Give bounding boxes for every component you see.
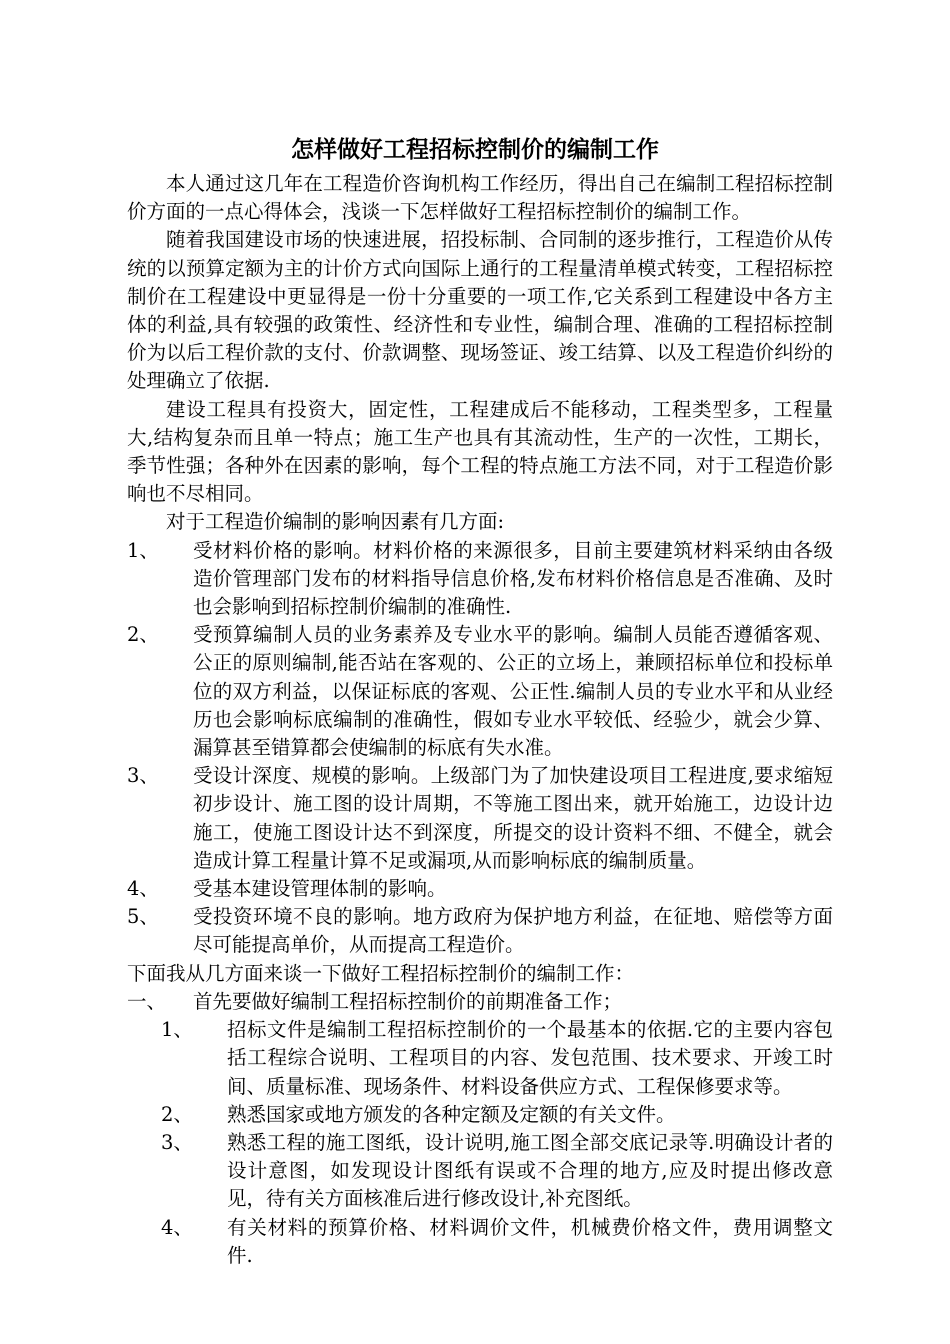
list-item	[127, 875, 833, 903]
list-text: 熟悉国家或地方颁发的各种定额及定额的有关文件。	[227, 1102, 676, 1126]
list-text: 招标文件是编制工程招标控制价的一个最基本的依据.它的主要内容包括工程综合说明、工程项目的内容、发包范围、技术要求、开竣工时间、质量标准、现场条件、材料设备供应方式、工程保修要求等。	[227, 1018, 833, 1098]
section-text: 首先要做好编制工程招标控制价的前期准备工作；	[193, 989, 623, 1013]
factors-lead: 对于工程造价编制的影响因素有几方面:	[166, 510, 505, 534]
list-text: 受预算编制人员的业务素养及专业水平的影响。编制人员能否遵循客观、公正的原则编制,能否站在客观的、公正的立场上，兼顾招标单位和投标单位的双方利益，以保证标底的客观、公正性.编制人员的专业水平和从业经历也会影响标底编制的准确性，假如专业水平较低、经验少，就会少算、漏算甚至错算都会使编制的标底有失水准。	[193, 623, 833, 760]
section-number: 一、	[127, 989, 167, 1013]
list-number: 3、	[161, 1130, 193, 1154]
section-heading	[127, 988, 833, 1016]
list-text: 受设计深度、规模的影响。上级部门为了加快建设项目工程进度,要求缩短初步设计、施工图的设计周期，不等施工图出来，就开始施工，边设计边施工，使施工图设计达不到深度，所提交的设计资料不细、不健全，就会造成计算工程量计算不足或漏项,从而影响标底的编制质量。	[193, 764, 833, 872]
list-text: 熟悉工程的施工图纸，设计说明,施工图全部交底记录等.明确设计者的设计意图，如发现设计图纸有误或不合理的地方,应及时提出修改意见，待有关方面核准后进行修改设计,补充图纸。	[227, 1130, 833, 1211]
list-number: 2、	[127, 623, 159, 647]
list-number: 1、	[161, 1018, 193, 1042]
list-number: 5、	[127, 905, 159, 929]
paragraph: 本人通过这几年在工程造价咨询机构工作经历，得出自己在编制工程招标控制价方面的一点心得体会，浅谈一下怎样做好工程招标控制价的编制工作。	[127, 172, 833, 224]
list-text: 有关材料的预算价格、材料调价文件，机械费价格文件，费用调整文件.	[227, 1215, 833, 1267]
document-body	[127, 170, 833, 1270]
list-number: 4、	[161, 1215, 193, 1239]
list-item	[127, 621, 833, 762]
list-item	[127, 903, 833, 959]
list-number: 2、	[161, 1102, 193, 1126]
list-text: 受投资环境不良的影响。地方政府为保护地方利益，在征地、赔偿等方面尽可能提高单价，从而提高工程造价。	[193, 905, 833, 957]
intro-line: 下面我从几方面来谈一下做好工程招标控制价的编制工作：	[127, 961, 635, 985]
list-item	[127, 537, 833, 622]
list-text: 受材料价格的影响。材料价格的来源很多，目前主要建筑材料采纳由各级造价管理部门发布的材料指导信息价格,发布材料价格信息是否准确、及时也会影响到招标控制价编制的准确性.	[193, 538, 833, 619]
list-number: 3、	[127, 764, 159, 788]
sub-list-item	[127, 1016, 833, 1101]
list-number: 4、	[127, 877, 159, 901]
paragraph: 建设工程具有投资大，固定性，工程建成后不能移动，工程类型多，工程量大,结构复杂而且单一特点；施工生产也具有其流动性，生产的一次性，工期长，季节性强；各种外在因素的影响，每个工程的特点施工方法不同，对于工程造价影响也不尽相同。	[127, 397, 833, 506]
list-number: 1、	[127, 538, 159, 562]
sub-list-item	[127, 1214, 833, 1270]
page-title: 怎样做好工程招标控制价的编制工作	[291, 136, 659, 163]
list-text: 受基本建设管理体制的影响。	[193, 877, 447, 901]
paragraph: 随着我国建设市场的快速进展，招投标制、合同制的逐步推行，工程造价从传统的以预算定额为主的计价方式向国际上通行的工程量清单模式转变，工程招标控制价在工程建设中更显得是一份十分重要的一项工作,它关系到工程建设中各方主体的利益,具有较强的政策性、经济性和专业性，编制合理、准确的工程招标控制价为以后工程价款的支付、价款调整、现场签证、竣工结算、以及工程造价纠纷的处理确立了依据.	[127, 228, 833, 393]
sub-list-item	[127, 1129, 833, 1214]
sub-list-item	[127, 1101, 833, 1129]
list-item	[127, 762, 833, 875]
